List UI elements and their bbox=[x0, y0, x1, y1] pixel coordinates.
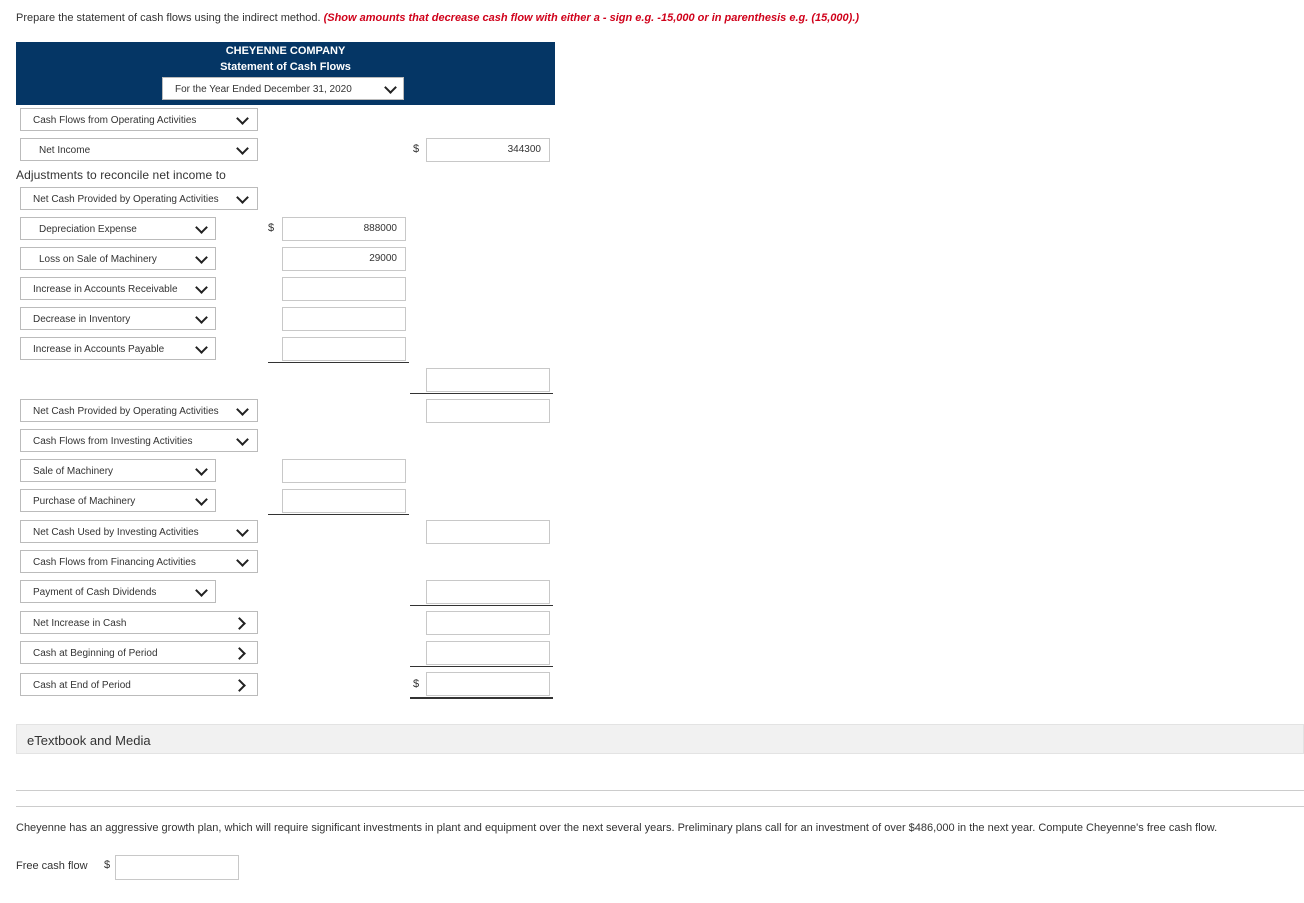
chevron-down-icon bbox=[195, 221, 208, 234]
dropdown-label: Increase in Accounts Receivable bbox=[33, 284, 178, 295]
net-cash-operating-input[interactable] bbox=[426, 399, 550, 423]
divider bbox=[16, 806, 1304, 807]
chevron-down-icon bbox=[195, 341, 208, 354]
instructions-text: Prepare the statement of cash flows using the indirect method. bbox=[16, 12, 321, 24]
chevron-down-icon bbox=[195, 281, 208, 294]
increase-ap-input[interactable] bbox=[282, 337, 406, 361]
net-increase-input[interactable] bbox=[426, 611, 550, 635]
adjustments-total-input[interactable] bbox=[426, 368, 550, 392]
chevron-right-icon bbox=[233, 647, 246, 660]
chevron-down-icon bbox=[236, 142, 249, 155]
dividends-input[interactable] bbox=[426, 580, 550, 604]
statement-header bbox=[16, 42, 555, 105]
sale-machinery-input[interactable] bbox=[282, 459, 406, 483]
purchase-machinery-dropdown[interactable] bbox=[20, 489, 216, 512]
dropdown-label: Depreciation Expense bbox=[39, 224, 137, 235]
subtotal-underline bbox=[410, 605, 553, 606]
question-text: Cheyenne has an aggressive growth plan, which will require significant investments in plant and equipment over the next several years. Preliminary plans call for an investment of over $486,000 in the next year. Compute Cheyenne's free cash flow. bbox=[16, 822, 1218, 834]
dropdown-label: Net Cash Provided by Operating Activities bbox=[33, 194, 219, 205]
investing-heading-dropdown[interactable] bbox=[20, 429, 258, 452]
currency-symbol: $ bbox=[104, 859, 111, 871]
period-label: For the Year Ended December 31, 2020 bbox=[175, 84, 352, 95]
chevron-down-icon bbox=[236, 554, 249, 567]
instructions-note: (Show amounts that decrease cash flow with either a - sign e.g. -15,000 or in parenthesis e.g. (15,000).) bbox=[323, 12, 860, 24]
dropdown-label: Net Income bbox=[39, 145, 91, 156]
increase-ar-input[interactable] bbox=[282, 277, 406, 301]
chevron-down-icon bbox=[236, 112, 249, 125]
free-cash-flow-input[interactable] bbox=[115, 855, 239, 880]
dropdown-label: Decrease in Inventory bbox=[33, 314, 131, 325]
dropdown-label: Cash at Beginning of Period bbox=[33, 648, 158, 659]
free-cash-flow-label: Free cash flow bbox=[16, 860, 88, 872]
depreciation-input[interactable]: 888000 bbox=[282, 217, 406, 241]
cash-end-input[interactable] bbox=[426, 672, 550, 696]
net-cash-operating-dropdown[interactable] bbox=[20, 187, 258, 210]
chevron-down-icon bbox=[236, 524, 249, 537]
dropdown-label: Purchase of Machinery bbox=[33, 496, 136, 507]
chevron-down-icon bbox=[195, 251, 208, 264]
chevron-down-icon bbox=[195, 493, 208, 506]
loss-sale-dropdown[interactable] bbox=[20, 247, 216, 270]
dropdown-label: Cash at End of Period bbox=[33, 680, 131, 691]
dropdown-label: Payment of Cash Dividends bbox=[33, 587, 157, 598]
net-cash-investing-input[interactable] bbox=[426, 520, 550, 544]
total-double-underline bbox=[410, 697, 553, 699]
depreciation-dropdown[interactable] bbox=[20, 217, 216, 240]
dropdown-label: Cash Flows from Investing Activities bbox=[33, 436, 193, 447]
chevron-down-icon bbox=[195, 584, 208, 597]
chevron-down-icon bbox=[195, 311, 208, 324]
adjustments-label: Adjustments to reconcile net income to bbox=[16, 168, 226, 182]
subtotal-underline bbox=[410, 393, 553, 394]
net-cash-operating-total-dropdown[interactable] bbox=[20, 399, 258, 422]
subtotal-underline bbox=[268, 362, 409, 363]
decrease-inventory-input[interactable] bbox=[282, 307, 406, 331]
subtotal-underline bbox=[410, 666, 553, 667]
net-income-input[interactable]: 344300 bbox=[426, 138, 550, 162]
decrease-inventory-dropdown[interactable] bbox=[20, 307, 216, 330]
currency-symbol: $ bbox=[413, 678, 420, 690]
dropdown-label: Net Cash Provided by Operating Activities bbox=[33, 406, 219, 417]
statement-title: Statement of Cash Flows bbox=[220, 61, 351, 73]
etextbook-label: eTextbook and Media bbox=[27, 733, 151, 748]
etextbook-media-bar[interactable] bbox=[16, 724, 1304, 754]
divider bbox=[16, 790, 1304, 791]
dropdown-label: Net Increase in Cash bbox=[33, 618, 127, 629]
chevron-right-icon bbox=[233, 617, 246, 630]
period-dropdown[interactable] bbox=[162, 77, 404, 100]
purchase-machinery-input[interactable] bbox=[282, 489, 406, 513]
net-cash-investing-dropdown[interactable] bbox=[20, 520, 258, 543]
cash-beginning-dropdown[interactable] bbox=[20, 641, 258, 664]
increase-ar-dropdown[interactable] bbox=[20, 277, 216, 300]
chevron-down-icon bbox=[236, 403, 249, 416]
dropdown-label: Cash Flows from Financing Activities bbox=[33, 557, 196, 568]
net-income-dropdown[interactable] bbox=[20, 138, 258, 161]
chevron-right-icon bbox=[233, 679, 246, 692]
sale-machinery-dropdown[interactable] bbox=[20, 459, 216, 482]
dropdown-label: Cash Flows from Operating Activities bbox=[33, 115, 197, 126]
dividends-dropdown[interactable] bbox=[20, 580, 216, 603]
chevron-down-icon bbox=[195, 463, 208, 476]
dropdown-label: Loss on Sale of Machinery bbox=[39, 254, 157, 265]
operating-heading-dropdown[interactable] bbox=[20, 108, 258, 131]
currency-symbol: $ bbox=[413, 143, 420, 155]
dropdown-label: Sale of Machinery bbox=[33, 466, 114, 477]
dropdown-label: Net Cash Used by Investing Activities bbox=[33, 527, 199, 538]
currency-symbol: $ bbox=[268, 222, 275, 234]
financing-heading-dropdown[interactable] bbox=[20, 550, 258, 573]
increase-ap-dropdown[interactable] bbox=[20, 337, 216, 360]
subtotal-underline bbox=[268, 514, 409, 515]
cash-beginning-input[interactable] bbox=[426, 641, 550, 665]
chevron-down-icon bbox=[384, 81, 397, 94]
chevron-down-icon bbox=[236, 191, 249, 204]
net-increase-dropdown[interactable] bbox=[20, 611, 258, 634]
cash-end-dropdown[interactable] bbox=[20, 673, 258, 696]
instructions bbox=[16, 12, 859, 24]
dropdown-label: Increase in Accounts Payable bbox=[33, 344, 165, 355]
loss-sale-input[interactable]: 29000 bbox=[282, 247, 406, 271]
company-name: CHEYENNE COMPANY bbox=[225, 45, 346, 57]
chevron-down-icon bbox=[236, 433, 249, 446]
